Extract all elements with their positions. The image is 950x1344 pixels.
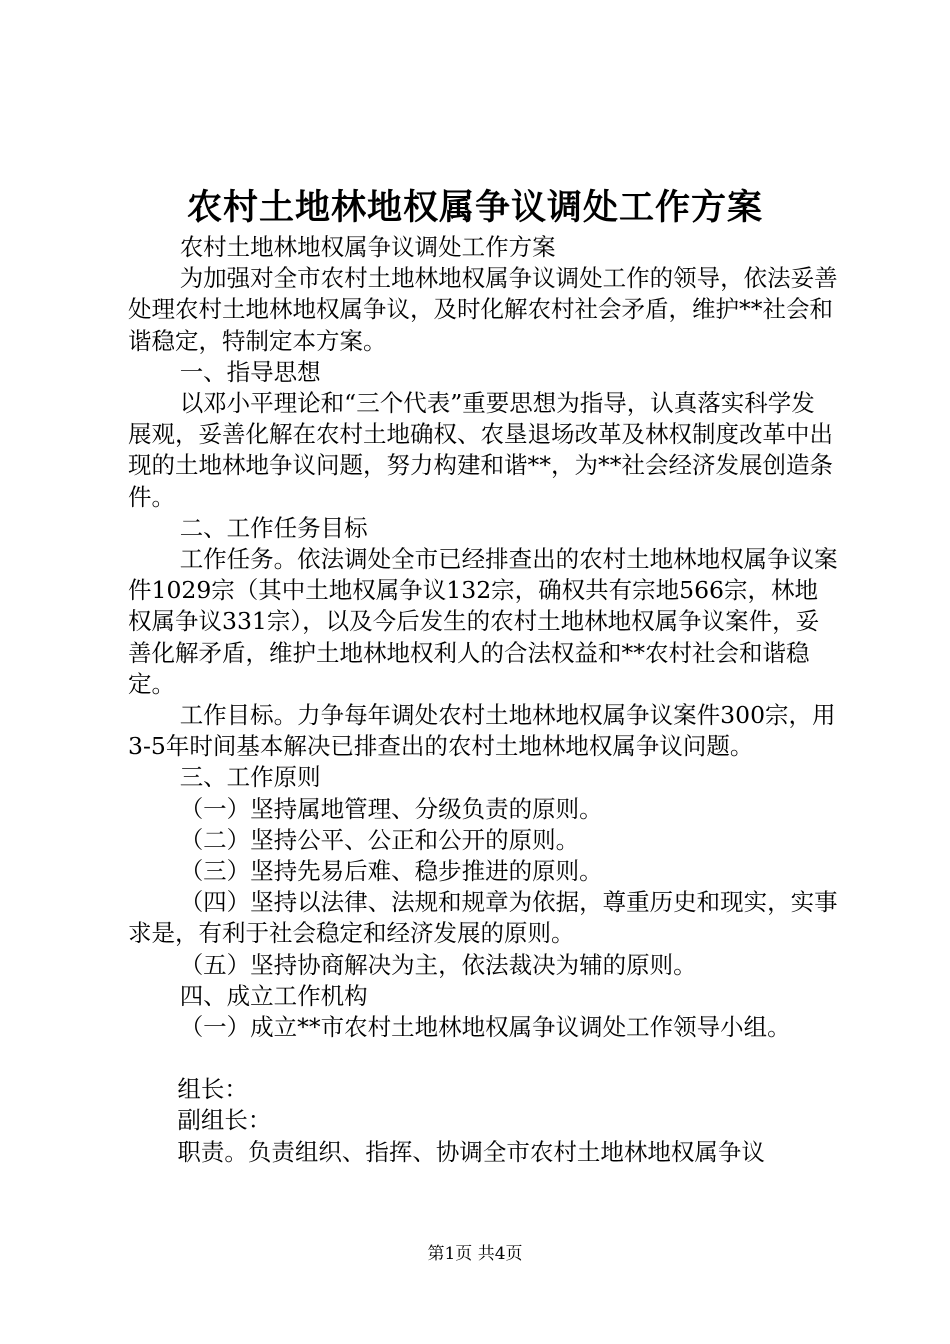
- document-body: [128, 232, 838, 1168]
- document-title: 农村土地林地权属争议调处工作方案: [186, 187, 763, 228]
- paragraph-guiding-ideology: 以邓小平理论和“三个代表”重要思想为指导，认真落实科学发展观，妥善化解在农村土地确权、农垦退场改革及林权制度改革中出现的土地林地争议问题，努力构建和谐**，为**社会经济发展创造条件。: [128, 389, 833, 511]
- deputy-group-leader-label: 副组长：: [177, 1106, 272, 1135]
- paragraph-doc-name: 农村土地林地权属争议调处工作方案: [179, 233, 556, 261]
- page-footer: 第1页 共4页: [427, 1244, 523, 1264]
- paragraph-work-tasks: 工作任务。依法调处全市已经排查出的农村土地林地权属争议案件1029宗（其中土地权属争议132宗，确权共有宗地566宗，林地权属争议331宗），以及今后发生的农村土地林地权属争议案件，妥善化解矛盾，维护土地林地权利人的合法权益和**农村社会和谐稳定。: [128, 545, 838, 698]
- principle-item-2: （二）坚持公平、公正和公开的原则。: [179, 825, 580, 854]
- organization-item-1: （一）成立**市农村土地林地权属争议调处工作领导小组。: [179, 1013, 791, 1042]
- section-heading-organization: 四、成立工作机构: [179, 981, 368, 1010]
- principle-item-5: （五）坚持协商解决为主，依法裁决为辅的原则。: [179, 950, 697, 979]
- blank-line: [128, 1043, 838, 1074]
- principle-item-3: （三）坚持先易后难、稳步推进的原则。: [179, 857, 603, 886]
- paragraph-duties: 职责。负责组织、指挥、协调全市农村土地林地权属争议: [177, 1137, 765, 1166]
- paragraph-intro: 为加强对全市农村土地林地权属争议调处工作的领导，依法妥善处理农村土地林地权属争议，及时化解农村社会矛盾，维护**社会和谐稳定，特制定本方案。: [128, 264, 838, 355]
- group-leader-label: 组长：: [177, 1075, 248, 1104]
- section-heading-tasks-goals: 二、工作任务目标: [179, 513, 368, 542]
- principle-item-1: （一）坚持属地管理、分级负责的原则。: [179, 794, 603, 823]
- paragraph-work-goals: 工作目标。力争每年调处农村土地林地权属争议案件300宗，用3-5年时间基本解决已排查出的农村土地林地权属争议问题。: [128, 701, 836, 761]
- section-heading-guiding-ideology: 一、指导思想: [179, 357, 321, 386]
- principle-item-4: （四）坚持以法律、法规和规章为依据，尊重历史和现实，实事求是，有利于社会稳定和经济发展的原则。: [128, 888, 838, 948]
- section-heading-principles: 三、工作原则: [179, 763, 321, 792]
